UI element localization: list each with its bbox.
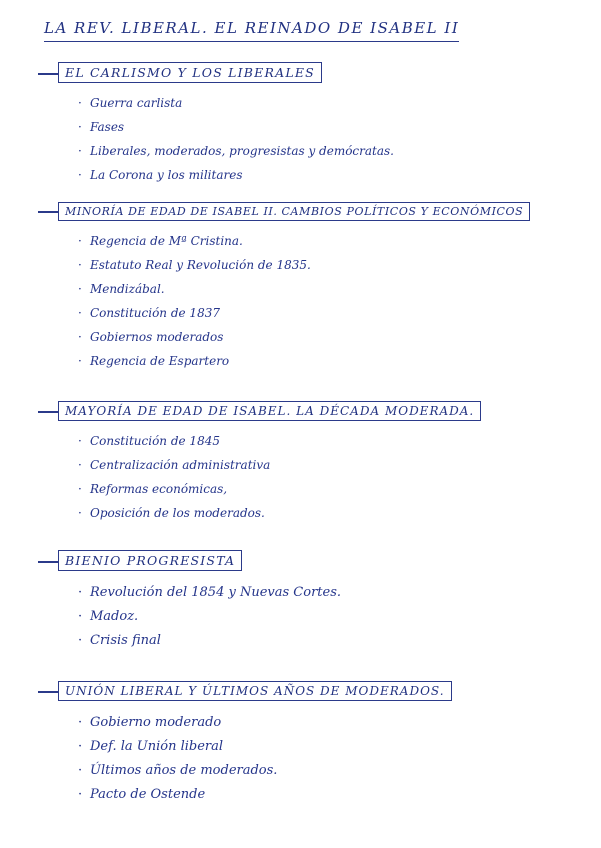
- section-bienio: [38, 550, 341, 653]
- section-union-liberal: [38, 680, 452, 807]
- bullet-icon: ·: [78, 120, 82, 134]
- list-item-text: Gobiernos moderados: [90, 330, 224, 344]
- list-item: [78, 429, 481, 453]
- list-item: [78, 253, 530, 277]
- section-dash: [38, 73, 58, 75]
- list-item-text: Madoz.: [90, 609, 139, 624]
- list-item-text: La Corona y los militares: [90, 168, 243, 182]
- bullet-icon: ·: [78, 168, 82, 182]
- list-item-text: Revolución del 1854 y Nuevas Cortes.: [90, 585, 341, 600]
- bullet-icon: ·: [78, 330, 82, 344]
- bullet-icon: ·: [78, 96, 82, 110]
- section-minoria: [38, 200, 530, 373]
- list-item: [78, 581, 341, 605]
- list-item: [78, 629, 341, 653]
- section-dash: [38, 691, 58, 693]
- section-carlismo: [38, 62, 394, 187]
- list-item: [78, 477, 481, 501]
- list-item: [78, 759, 452, 783]
- list-item: [78, 453, 481, 477]
- section-heading: MINORÍA DE EDAD DE ISABEL II. CAMBIOS POLÍTICOS Y ECONÓMICOS: [58, 202, 530, 221]
- list-item-text: Oposición de los moderados.: [90, 506, 265, 520]
- bullet-icon: ·: [78, 144, 82, 158]
- item-list: [78, 229, 530, 373]
- bullet-icon: ·: [78, 234, 82, 248]
- bullet-icon: ·: [78, 354, 82, 368]
- bullet-icon: ·: [78, 282, 82, 296]
- section-heading: UNIÓN LIBERAL Y ÚLTIMOS AÑOS DE MODERADOS.: [58, 681, 452, 701]
- list-item-text: Últimos años de moderados.: [90, 763, 278, 778]
- item-list: [78, 429, 481, 525]
- list-item: [78, 115, 394, 139]
- list-item-text: Constitución de 1837: [90, 306, 220, 320]
- list-item-text: Fases: [90, 120, 125, 134]
- list-item: [78, 301, 530, 325]
- list-item-text: Pacto de Ostende: [90, 787, 206, 802]
- list-item: [78, 349, 530, 373]
- list-item-text: Centralización administrativa: [90, 458, 271, 472]
- list-item-text: Reformas económicas,: [90, 482, 228, 496]
- section-heading: BIENIO PROGRESISTA: [58, 550, 242, 571]
- list-item-text: Def. la Unión liberal: [90, 739, 224, 754]
- section-mayoria: [38, 400, 481, 525]
- list-item-text: Gobierno moderado: [90, 715, 222, 730]
- list-item: [78, 605, 341, 629]
- list-item-text: Mendizábal.: [90, 282, 165, 296]
- section-dash: [38, 411, 58, 413]
- list-item: [78, 229, 530, 253]
- bullet-icon: ·: [78, 585, 83, 600]
- list-item: [78, 735, 452, 759]
- section-dash: [38, 561, 58, 563]
- bullet-icon: ·: [78, 506, 82, 520]
- page-title: LA REV. LIBERAL. EL REINADO DE ISABEL II: [44, 19, 459, 42]
- list-item: [78, 91, 394, 115]
- bullet-icon: ·: [78, 609, 83, 624]
- bullet-icon: ·: [78, 306, 82, 320]
- list-item-text: Liberales, moderados, progresistas y demócratas.: [90, 144, 394, 158]
- list-item-text: Constitución de 1845: [90, 434, 220, 448]
- list-item: [78, 325, 530, 349]
- list-item-text: Guerra carlista: [90, 96, 183, 110]
- bullet-icon: ·: [78, 787, 83, 802]
- bullet-icon: ·: [78, 258, 82, 272]
- bullet-icon: ·: [78, 482, 82, 496]
- list-item-text: Regencia de Espartero: [90, 354, 230, 368]
- list-item-text: Crisis final: [90, 633, 161, 648]
- item-list: [78, 91, 394, 187]
- list-item: [78, 163, 394, 187]
- bullet-icon: ·: [78, 633, 83, 648]
- list-item: [78, 711, 452, 735]
- list-item: [78, 277, 530, 301]
- list-item-text: Regencia de Mª Cristina.: [90, 234, 243, 248]
- list-item: [78, 501, 481, 525]
- section-dash: [38, 211, 58, 213]
- list-item: [78, 783, 452, 807]
- item-list: [78, 581, 341, 653]
- bullet-icon: ·: [78, 715, 83, 730]
- list-item: [78, 139, 394, 163]
- item-list: [78, 711, 452, 807]
- bullet-icon: ·: [78, 763, 83, 778]
- section-heading: EL CARLISMO Y LOS LIBERALES: [58, 62, 322, 83]
- bullet-icon: ·: [78, 739, 83, 754]
- list-item-text: Estatuto Real y Revolución de 1835.: [90, 258, 311, 272]
- bullet-icon: ·: [78, 434, 82, 448]
- section-heading: MAYORÍA DE EDAD DE ISABEL. LA DÉCADA MODERADA.: [58, 401, 481, 421]
- bullet-icon: ·: [78, 458, 82, 472]
